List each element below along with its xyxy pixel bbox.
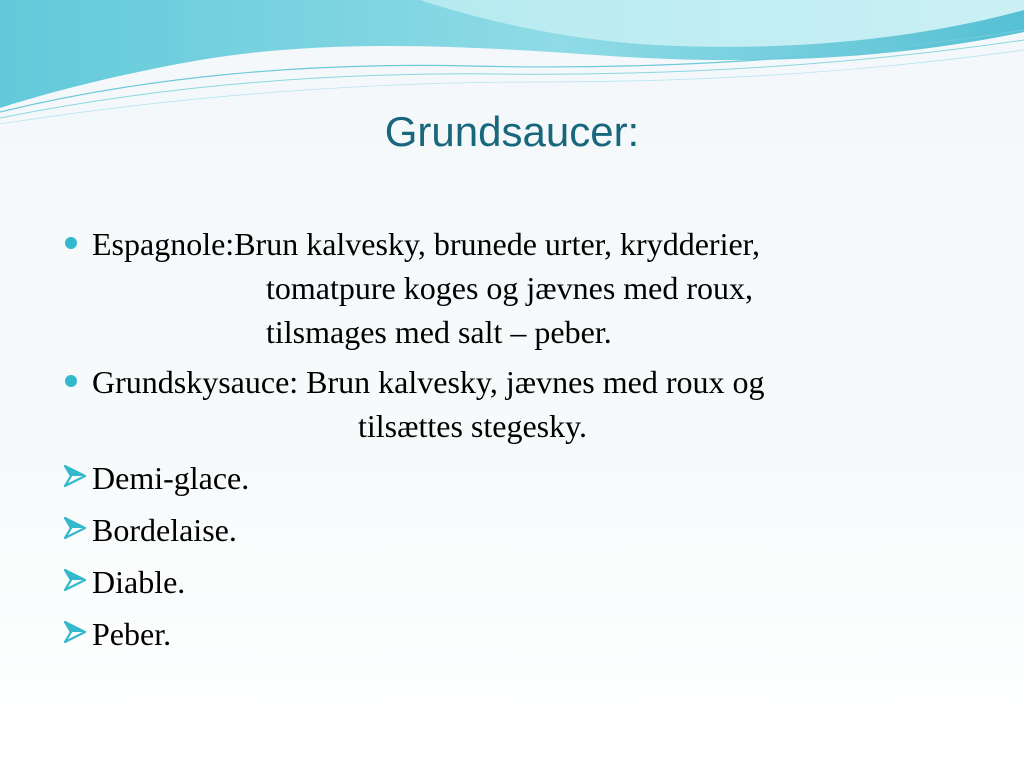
slide-content bbox=[58, 222, 978, 664]
bullet-line: tilsættes stegesky. bbox=[358, 408, 588, 444]
arrow-item-bordelaise bbox=[58, 508, 978, 552]
slide-title: Grundsaucer: bbox=[384, 108, 640, 155]
arrow-item-peber bbox=[58, 612, 978, 656]
dot-bullet-icon bbox=[65, 237, 77, 249]
bullet-line: tilsmages med salt – peber. bbox=[266, 314, 612, 350]
dot-bullet-icon bbox=[65, 375, 77, 387]
arrow-item-text: Demi-glace. bbox=[92, 460, 250, 496]
bullet-line: Grundskysauce: Brun kalvesky, jævnes med roux og bbox=[92, 364, 765, 400]
arrow-bullet-icon bbox=[62, 515, 88, 541]
arrow-bullet-icon bbox=[62, 619, 88, 645]
arrow-item-text: Peber. bbox=[92, 616, 172, 652]
arrow-bullet-icon bbox=[62, 567, 88, 593]
arrow-bullet-icon bbox=[62, 463, 88, 489]
arrow-item-demi-glace bbox=[58, 456, 978, 500]
bullet-line: Espagnole:Brun kalvesky, brunede urter, krydderier, bbox=[92, 226, 761, 262]
arrow-item-text: Bordelaise. bbox=[92, 512, 237, 548]
bullet-line: tomatpure koges og jævnes med roux, bbox=[266, 270, 754, 306]
bullet-grundskysauce bbox=[58, 360, 978, 448]
arrow-item-text: Diable. bbox=[92, 564, 186, 600]
arrow-item-diable bbox=[58, 560, 978, 604]
bullet-espagnole bbox=[58, 222, 978, 354]
